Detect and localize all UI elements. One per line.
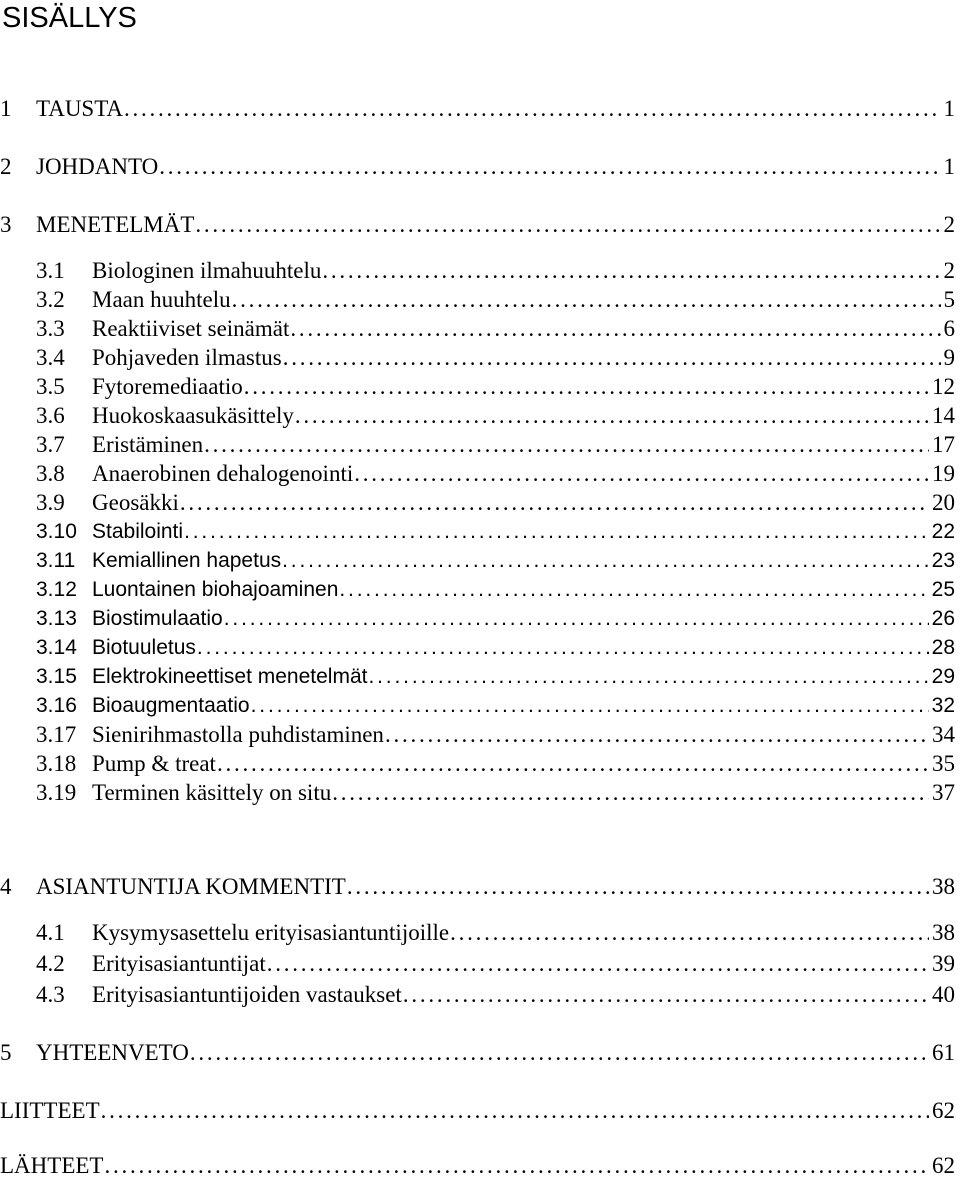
toc-entry-appendices[interactable] <box>0 1097 955 1125</box>
toc-entry-3[interactable] <box>0 211 955 239</box>
toc-label: Reaktiiviset seinämät <box>92 316 290 341</box>
toc-page-number: 22 <box>931 520 955 543</box>
toc-entry-3-10[interactable] <box>0 518 955 546</box>
toc-number: 4.1 <box>36 920 65 945</box>
toc-entry-3-11[interactable] <box>0 547 955 575</box>
toc-page-number: 20 <box>932 490 955 515</box>
toc-page-number: 32 <box>931 694 955 717</box>
toc-page-number: 1 <box>943 154 955 179</box>
toc-page-number: 34 <box>932 722 955 747</box>
toc-label: Erityisasiantuntijat <box>92 951 266 976</box>
dot-leader <box>197 634 929 662</box>
toc-page-number: 35 <box>932 751 955 776</box>
dot-leader <box>101 1097 929 1125</box>
toc-label: Biotuuletus <box>92 636 196 659</box>
toc-label: Geosäkki <box>92 490 179 515</box>
toc-label: Bioaugmentaatio <box>92 694 250 717</box>
toc-number: 3.6 <box>36 403 65 428</box>
dot-leader <box>332 779 929 807</box>
toc-number: 4.3 <box>36 982 65 1007</box>
dot-leader <box>244 373 929 401</box>
toc-entry-3-9[interactable] <box>0 489 955 517</box>
dot-leader <box>347 873 929 901</box>
toc-page-number: 26 <box>931 607 955 630</box>
toc-number: 3 <box>0 212 12 237</box>
toc-number: 3.10 <box>36 520 77 543</box>
toc-number: 3.12 <box>36 578 77 601</box>
toc-entry-3-12[interactable] <box>0 576 955 604</box>
toc-label: Terminen käsittely on situ <box>92 780 332 805</box>
toc-entry-3-5[interactable] <box>0 373 955 401</box>
dot-leader <box>232 286 941 314</box>
toc-number: 3.19 <box>36 780 77 805</box>
toc-entry-3-6[interactable] <box>0 402 955 430</box>
toc-page-number: 40 <box>932 982 955 1007</box>
dot-leader <box>251 692 929 720</box>
toc-number: 3.7 <box>36 432 65 457</box>
dot-leader <box>283 344 941 372</box>
toc-page-number: 12 <box>932 374 955 399</box>
toc-label: JOHDANTO <box>36 154 159 179</box>
toc-page-number: 5 <box>943 287 955 312</box>
toc-number: 3.8 <box>36 461 65 486</box>
toc-entry-4-3[interactable] <box>0 981 955 1009</box>
toc-entry-3-17[interactable] <box>0 721 955 749</box>
dot-leader <box>354 460 929 488</box>
dot-leader <box>368 663 928 691</box>
toc-number: 3.2 <box>36 287 65 312</box>
toc-page-number: 37 <box>932 780 955 805</box>
dot-leader <box>267 950 929 978</box>
toc-label: YHTEENVETO <box>36 1040 189 1065</box>
toc-label: Luontainen biohajoaminen <box>92 578 339 601</box>
toc-label: Kysymysasettelu erityisasiantuntijoille <box>92 920 450 945</box>
toc-label: Erityisasiantuntijoiden vastaukset <box>92 982 402 1007</box>
toc-label: TAUSTA <box>36 96 124 121</box>
toc-number: 3.17 <box>36 722 77 747</box>
toc-page-number: 9 <box>943 345 955 370</box>
dot-leader <box>290 315 940 343</box>
toc-label: Stabilointi <box>92 520 184 543</box>
toc-page-number: 39 <box>932 951 955 976</box>
dot-leader <box>180 489 929 517</box>
dot-leader <box>295 402 929 430</box>
toc-label: MENETELMÄT <box>36 212 195 237</box>
dot-leader <box>184 518 929 546</box>
toc-entry-4-2[interactable] <box>0 950 955 978</box>
toc-number: 3.18 <box>36 751 77 776</box>
toc-number: 3.1 <box>36 258 65 283</box>
toc-entry-3-1[interactable] <box>0 257 955 285</box>
toc-entry-3-18[interactable] <box>0 750 955 778</box>
toc-page-number: 38 <box>932 874 955 899</box>
toc-number: 2 <box>0 154 12 179</box>
page-title: SISÄLLYS <box>2 2 137 34</box>
toc-page-number: 23 <box>931 549 955 572</box>
toc-entry-2[interactable] <box>0 153 955 181</box>
toc-page-number: 2 <box>943 212 955 237</box>
toc-entry-3-15[interactable] <box>0 663 955 691</box>
toc-label: Anaerobinen dehalogenointi <box>92 461 354 486</box>
toc-entry-references[interactable] <box>0 1152 955 1180</box>
toc-number: 3.5 <box>36 374 65 399</box>
toc-entry-3-3[interactable] <box>0 315 955 343</box>
toc-page-number: 28 <box>931 636 955 659</box>
toc-entry-5[interactable] <box>0 1039 955 1067</box>
toc-page-number: 29 <box>931 665 955 688</box>
dot-leader <box>217 750 929 778</box>
toc-page-number: 1 <box>943 96 955 121</box>
toc-page-number: 38 <box>932 920 955 945</box>
toc-page-number: 6 <box>943 316 955 341</box>
toc-label: ASIANTUNTIJA KOMMENTIT <box>36 874 346 899</box>
dot-leader <box>282 547 929 575</box>
toc-number: 5 <box>0 1040 12 1065</box>
toc-label: Huokoskaasukäsittely <box>92 403 294 428</box>
toc-entry-3-2[interactable] <box>0 286 955 314</box>
toc-label: Biologinen ilmahuuhtelu <box>92 258 322 283</box>
dot-leader <box>403 981 929 1009</box>
dot-leader <box>339 576 928 604</box>
dot-leader <box>124 95 940 123</box>
toc-label: Pump & treat <box>92 751 216 776</box>
dot-leader <box>204 431 929 459</box>
dot-leader <box>450 919 929 947</box>
toc-entry-4-1[interactable] <box>0 919 955 947</box>
dot-leader <box>190 1039 929 1067</box>
toc-label: LIITTEET <box>0 1098 100 1123</box>
toc-number: 3.3 <box>36 316 65 341</box>
toc-entry-3-4[interactable] <box>0 344 955 372</box>
toc-number: 3.15 <box>36 665 77 688</box>
toc-page-number: 62 <box>932 1153 955 1178</box>
dot-leader <box>322 257 940 285</box>
toc-entry-1[interactable] <box>0 95 955 123</box>
toc-number: 3.4 <box>36 345 65 370</box>
toc-number: 3.16 <box>36 694 77 717</box>
toc-entry-3-19[interactable] <box>0 779 955 807</box>
toc-page-number: 61 <box>932 1040 955 1065</box>
toc-label: LÄHTEET <box>0 1153 104 1178</box>
toc-label: Elektrokineettiset menetelmät <box>92 665 368 688</box>
toc-label: Biostimulaatio <box>92 607 223 630</box>
toc-number: 1 <box>0 96 12 121</box>
toc-label: Maan huuhtelu <box>92 287 231 312</box>
toc-number: 4.2 <box>36 951 65 976</box>
toc-page-number: 14 <box>932 403 955 428</box>
toc-number: 3.13 <box>36 607 77 630</box>
toc-page-number: 19 <box>932 461 955 486</box>
toc-entry-3-8[interactable] <box>0 460 955 488</box>
toc-entry-3-16[interactable] <box>0 692 955 720</box>
toc-number: 3.9 <box>36 490 65 515</box>
toc-label: Eristäminen <box>92 432 204 457</box>
toc-number: 4 <box>0 874 12 899</box>
toc-label: Kemiallinen hapetus <box>92 549 282 572</box>
toc-number: 3.14 <box>36 636 77 659</box>
toc-page-number: 17 <box>932 432 955 457</box>
dot-leader <box>159 153 940 181</box>
dot-leader <box>385 721 929 749</box>
toc-label: Sienirihmastolla puhdistaminen <box>92 722 384 747</box>
toc-page-number: 62 <box>932 1098 955 1123</box>
dot-leader <box>104 1152 929 1180</box>
toc-page-number: 25 <box>931 578 955 601</box>
toc-number: 3.11 <box>36 549 76 572</box>
dot-leader <box>195 211 940 239</box>
toc-entry-3-13[interactable] <box>0 605 955 633</box>
toc-page-number: 2 <box>943 258 955 283</box>
toc-entry-3-7[interactable] <box>0 431 955 459</box>
dot-leader <box>224 605 929 633</box>
toc-entry-4[interactable] <box>0 873 955 901</box>
toc-entry-3-14[interactable] <box>0 634 955 662</box>
toc-label: Pohjaveden ilmastus <box>92 345 282 370</box>
toc-label: Fytoremediaatio <box>92 374 243 399</box>
